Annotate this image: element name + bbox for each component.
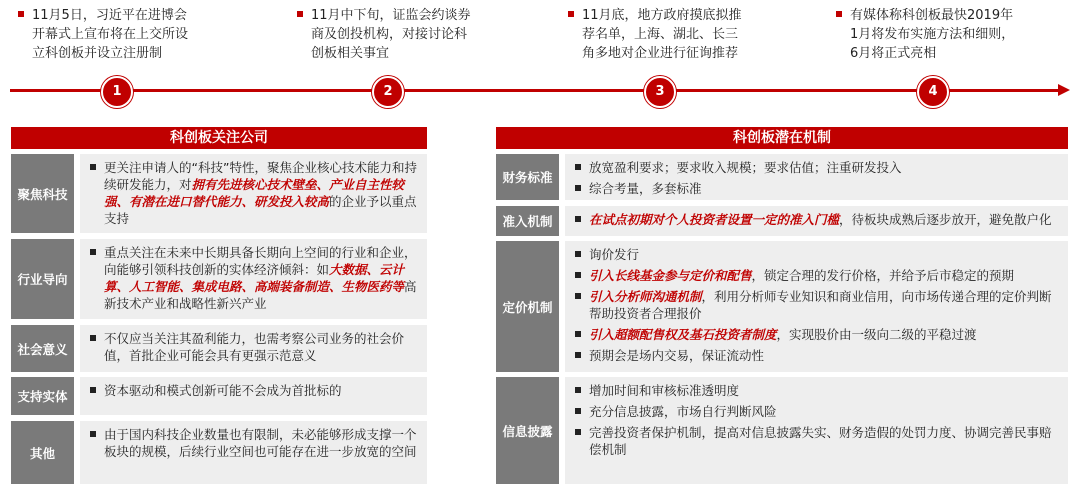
row-content — [80, 421, 427, 484]
right-panel-row — [496, 377, 1068, 484]
body-text: 的企业予以重点支持 — [104, 194, 417, 226]
body-text: 充分信息披露，市场自行判断风险 — [589, 404, 777, 419]
body-text: ，利用分析师专业知识和商业信用，向市场传递合理的定价判断帮助投资者合理报价 — [589, 289, 1052, 321]
highlighted-text: 大数据、云计算、人工智能、集成电路、高端装备制造、生物医药等 — [104, 262, 405, 294]
body-text: 由于国内科技企业数量也有限制，未必能够形成支撑一个板块的规模，后续行业空间也可能存在进一步放宽的空间 — [104, 427, 417, 459]
row-label: 财务标准 — [496, 154, 559, 200]
right-panel-row — [496, 154, 1068, 200]
timeline-event-1-text: 11月5日，习近平在进博会 开幕式上宣布将在上交所设 立科创板并设立注册制 — [18, 6, 218, 63]
left-panel-row — [11, 377, 427, 415]
body-text: 更关注申请人的“科技”特性，聚焦企业核心技术能力和持续研发能力，对 — [104, 160, 417, 192]
bullet-item — [90, 159, 417, 227]
row-content — [80, 325, 427, 372]
bullet-item — [575, 267, 1058, 284]
bullet-item — [575, 326, 1058, 343]
row-label: 聚焦科技 — [11, 154, 74, 233]
row-content — [565, 154, 1068, 200]
bullet-item — [575, 424, 1058, 458]
timeline-event-4-text: 有媒体称科创板最快2019年 1月将发布实施方法和细则， 6月将正式亮相 — [836, 6, 1046, 63]
body-text: ，实现股价由一级向二级的平稳过渡 — [776, 327, 977, 342]
body-text: 放宽盈利要求；要求收入规模；要求估值；注重研发投入 — [589, 160, 902, 175]
body-text: 增加时间和审核标准透明度 — [589, 383, 740, 398]
row-content — [565, 377, 1068, 484]
bullet-item — [90, 330, 417, 364]
bullet-item — [575, 159, 1058, 176]
body-text: 完善投资者保护机制，提高对信息披露失实、财务造假的处罚力度、协调完善民事赔偿机制 — [589, 425, 1052, 457]
row-content — [80, 239, 427, 319]
body-text: 资本驱动和模式创新可能不会成为首批标的 — [104, 383, 342, 398]
highlighted-text: 在试点初期对个人投资者设置一定的准入门槛 — [589, 212, 840, 227]
bullet-square-icon — [836, 11, 842, 17]
right-panel-row — [496, 241, 1068, 372]
row-label: 社会意义 — [11, 325, 74, 372]
bullet-item — [575, 180, 1058, 197]
body-text: 高新技术产业和战略性新兴产业 — [104, 279, 417, 311]
bullet-item — [575, 403, 1058, 420]
highlighted-text: 拥有先进核心技术壁垒、产业自主性较强、有潜在进口替代能力、研发投入较高 — [104, 177, 405, 209]
timeline-line — [10, 89, 1062, 92]
timeline-event-3-text: 11月底，地方政府摸底拟推 荐名单，上海、湖北、长三 角多地对企业进行征询推荐 — [568, 6, 778, 63]
right-panel-title: 科创板潜在机制 — [496, 127, 1068, 149]
timeline-marker-4: 4 — [917, 76, 949, 108]
bullet-square-icon — [568, 11, 574, 17]
bullet-item — [90, 426, 417, 460]
body-text: 重点关注在未来中长期具备长期向上空间的行业和企业，向能够引领科技创新的实体经济倾斜：如 — [104, 245, 417, 277]
row-label: 行业导向 — [11, 239, 74, 319]
timeline-marker-3: 3 — [644, 76, 676, 108]
row-content — [565, 206, 1068, 236]
row-label: 支持实体 — [11, 377, 74, 415]
body-text: ，待板块成熟后逐步放开，避免散户化 — [839, 212, 1052, 227]
body-text: 预期会是场内交易，保证流动性 — [589, 348, 765, 363]
body-text: ，锁定合理的发行价格，并给予后市稳定的预期 — [751, 268, 1015, 283]
body-text: 综合考量，多套标准 — [589, 181, 702, 196]
left-panel-row — [11, 239, 427, 319]
right-panel-row — [496, 206, 1068, 236]
left-panel-row — [11, 325, 427, 372]
left-panel-row — [11, 421, 427, 484]
body-text: 询价发行 — [589, 247, 640, 262]
bullet-item — [575, 246, 1058, 263]
left-panel-title: 科创板关注公司 — [11, 127, 427, 149]
arrow-right-icon — [1058, 84, 1070, 96]
bullet-item — [575, 288, 1058, 322]
highlighted-text: 引入分析师沟通机制 — [589, 289, 702, 304]
left-panel-row — [11, 154, 427, 233]
timeline-marker-1: 1 — [101, 76, 133, 108]
row-label: 其他 — [11, 421, 74, 484]
row-content — [80, 377, 427, 415]
bullet-item — [575, 211, 1058, 228]
bullet-square-icon — [18, 11, 24, 17]
row-label: 信息披露 — [496, 377, 559, 484]
timeline-event-2-text: 11月中下旬，证监会约谈券 商及创投机构，对接讨论科 创板相关事宜 — [297, 6, 497, 63]
bullet-item — [90, 382, 417, 399]
body-text: 不仅应当关注其盈利能力，也需考察公司业务的社会价值，首批企业可能会具有更强示范意义 — [104, 331, 405, 363]
timeline-marker-2: 2 — [372, 76, 404, 108]
highlighted-text: 引入超额配售权及基石投资者制度 — [589, 327, 777, 342]
row-content — [80, 154, 427, 233]
highlighted-text: 引入长线基金参与定价和配售 — [589, 268, 752, 283]
bullet-item — [575, 347, 1058, 364]
row-label: 准入机制 — [496, 206, 559, 236]
bullet-item — [90, 244, 417, 312]
bullet-item — [575, 382, 1058, 399]
bullet-square-icon — [297, 11, 303, 17]
row-label: 定价机制 — [496, 241, 559, 372]
row-content — [565, 241, 1068, 372]
